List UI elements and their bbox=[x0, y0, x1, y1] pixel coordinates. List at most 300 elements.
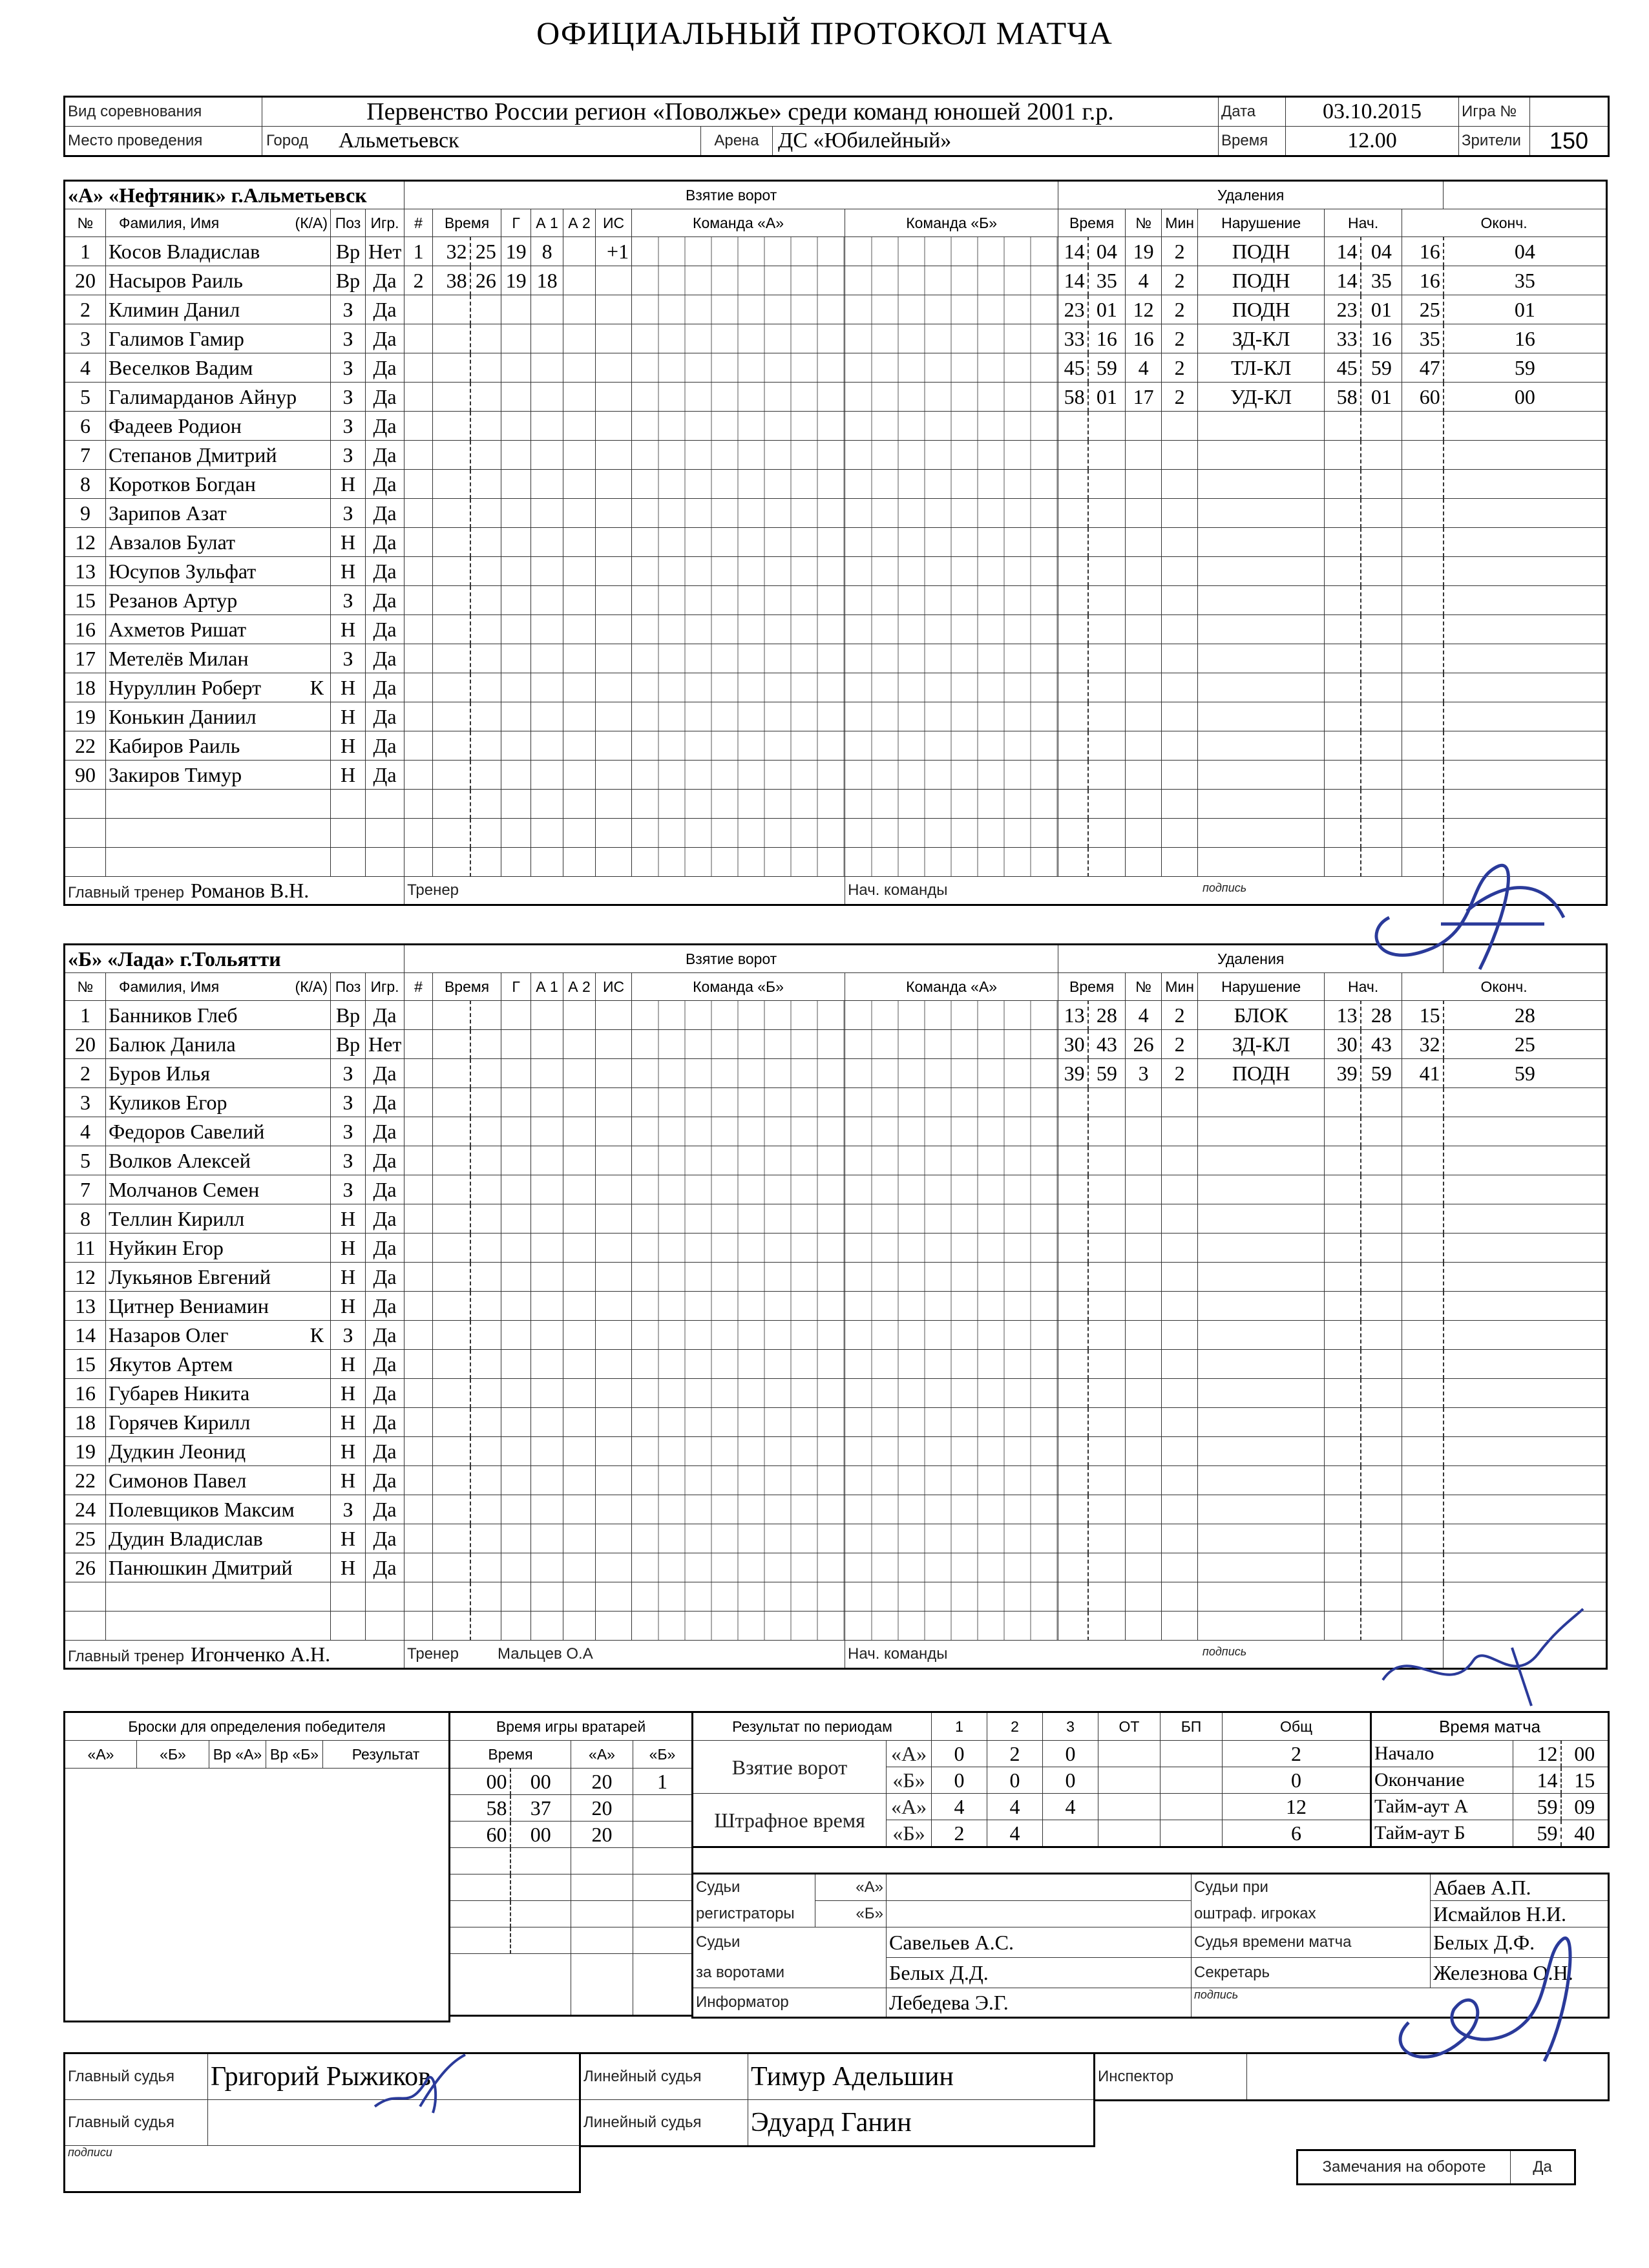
goal-assist-1 bbox=[531, 1408, 563, 1437]
goal-minute bbox=[433, 353, 470, 383]
line-ref-2: Эдуард Ганин bbox=[748, 2100, 1095, 2147]
player-name: Полевщиков Максим bbox=[109, 1497, 295, 1521]
pen-infraction bbox=[1198, 1582, 1325, 1612]
goal-situation bbox=[596, 1582, 632, 1612]
pen-end-sec bbox=[1444, 731, 1607, 761]
pen-player bbox=[1126, 644, 1162, 673]
goalie-row bbox=[450, 1848, 693, 1874]
period-col-2: 2 bbox=[987, 1712, 1043, 1741]
period-value: 0 bbox=[1043, 1767, 1098, 1794]
player-row bbox=[65, 528, 1607, 557]
pen-start-min: 58 bbox=[1325, 383, 1361, 412]
pen-second bbox=[1088, 441, 1126, 470]
period-col-1: 1 bbox=[932, 1712, 987, 1741]
pen-infraction bbox=[1198, 848, 1325, 877]
player-position: Н bbox=[331, 1553, 366, 1582]
goalie-row bbox=[450, 1901, 693, 1927]
goal-minute bbox=[433, 1437, 470, 1466]
goal-assist-1 bbox=[531, 586, 563, 615]
pen-end-min bbox=[1402, 1088, 1444, 1117]
player-row bbox=[65, 790, 1607, 819]
goalie-b bbox=[633, 1901, 693, 1927]
pen-second bbox=[1088, 702, 1126, 731]
arena-value: ДС «Юбилейный» bbox=[778, 129, 952, 152]
team-chief-label: Нач. команды bbox=[848, 1645, 948, 1663]
pen-start-min bbox=[1325, 557, 1361, 586]
goal-assist-2 bbox=[563, 1350, 596, 1379]
goal-minute bbox=[433, 1204, 470, 1234]
player-position: З bbox=[331, 412, 366, 441]
goal-assist-2 bbox=[563, 644, 596, 673]
goal-second bbox=[470, 819, 501, 848]
pen-second bbox=[1088, 1437, 1126, 1466]
pen-start-sec bbox=[1361, 412, 1402, 441]
match-time-row bbox=[1371, 1767, 1609, 1794]
player-number: 90 bbox=[65, 761, 106, 790]
pen-minute bbox=[1058, 1321, 1088, 1350]
player-number: 2 bbox=[65, 295, 106, 324]
goal-minute bbox=[433, 1495, 470, 1524]
player-played: Да bbox=[366, 295, 404, 324]
pen-minutes bbox=[1162, 441, 1198, 470]
pen-minute bbox=[1058, 790, 1088, 819]
pb-value-2: Исмайлов Н.И. bbox=[1431, 1901, 1609, 1927]
informer-value: Лебедева Э.Г. bbox=[887, 1988, 1192, 2018]
period-value: 4 bbox=[987, 1820, 1043, 1847]
pen-end-min bbox=[1402, 1117, 1444, 1146]
pen-player bbox=[1126, 1582, 1162, 1612]
pen-minutes: 2 bbox=[1162, 1059, 1198, 1088]
goal-assist-1 bbox=[531, 615, 563, 644]
goal-scorer bbox=[501, 819, 531, 848]
period-row bbox=[693, 1794, 1371, 1820]
player-number: 12 bbox=[65, 1263, 106, 1292]
penalties-title: Удаления bbox=[1058, 181, 1444, 209]
player-name: Горячев Кирилл bbox=[109, 1410, 251, 1434]
goalie-b bbox=[633, 1927, 693, 1954]
pen-minute bbox=[1058, 1408, 1088, 1437]
player-row bbox=[65, 1001, 1607, 1030]
player-played: Да bbox=[366, 1204, 404, 1234]
line-ref-label-1: Линейный судья bbox=[580, 2053, 748, 2100]
goal-situation bbox=[596, 1117, 632, 1146]
remarks-value: Да bbox=[1511, 2150, 1575, 2185]
pen-start-sec bbox=[1361, 557, 1402, 586]
period-row bbox=[693, 1741, 1371, 1767]
goal-assist-2 bbox=[563, 324, 596, 353]
player-name: Галимов Гамир bbox=[109, 326, 244, 350]
pen-minute bbox=[1058, 819, 1088, 848]
player-position: Н bbox=[331, 1379, 366, 1408]
player-number: 1 bbox=[65, 1001, 106, 1030]
pen-infraction bbox=[1198, 1146, 1325, 1175]
pen-start-sec: 01 bbox=[1361, 295, 1402, 324]
goal-situation bbox=[596, 324, 632, 353]
player-played: Да bbox=[366, 1117, 404, 1146]
pen-player bbox=[1126, 1437, 1162, 1466]
pen-end-min bbox=[1402, 702, 1444, 731]
col-play: Игр. bbox=[366, 209, 404, 237]
player-position bbox=[331, 790, 366, 819]
goal-situation: +1 bbox=[596, 237, 632, 266]
col-is: ИС bbox=[596, 973, 632, 1001]
informer-label: Информатор bbox=[693, 1988, 887, 2018]
pen-minute bbox=[1058, 1553, 1088, 1582]
player-position: Н bbox=[331, 1408, 366, 1437]
pen-end-min bbox=[1402, 615, 1444, 644]
pen-second bbox=[1088, 1117, 1126, 1146]
comp-label: Вид соревнования bbox=[65, 97, 262, 127]
goal-scorer bbox=[501, 1234, 531, 1263]
pen-player bbox=[1126, 1117, 1162, 1146]
goal-minute bbox=[433, 848, 470, 877]
goal-assist-1 bbox=[531, 1524, 563, 1553]
goal-assist-2 bbox=[563, 790, 596, 819]
main-ref-label-2: Главный судья bbox=[65, 2100, 208, 2146]
main-ref-1: Григорий Рыжиков bbox=[208, 2053, 580, 2100]
col-num: № bbox=[65, 973, 106, 1001]
period-value: 0 bbox=[987, 1767, 1043, 1794]
pen-end-sec bbox=[1444, 1553, 1607, 1582]
player-row bbox=[65, 557, 1607, 586]
player-number: 2 bbox=[65, 1059, 106, 1088]
goal-second bbox=[470, 761, 501, 790]
goal-minute bbox=[433, 1030, 470, 1059]
goal-situation bbox=[596, 1553, 632, 1582]
goal-assist-1 bbox=[531, 1582, 563, 1612]
inspector-label: Инспектор bbox=[1095, 2053, 1247, 2101]
pen-minutes bbox=[1162, 1088, 1198, 1117]
goal-assist-1 bbox=[531, 1350, 563, 1379]
player-played: Да bbox=[366, 1292, 404, 1321]
player-played: Да bbox=[366, 1263, 404, 1292]
trainer-label: Тренер bbox=[407, 1645, 459, 1663]
player-name: Климин Данил bbox=[109, 297, 240, 321]
player-row bbox=[65, 1030, 1607, 1059]
match-time-second: 09 bbox=[1561, 1794, 1609, 1820]
goal-number bbox=[404, 1001, 433, 1030]
player-row bbox=[65, 412, 1607, 441]
player-name: Куликов Егор bbox=[109, 1090, 227, 1114]
referees-sign-label: подписи bbox=[65, 2146, 580, 2192]
goal-number bbox=[404, 819, 433, 848]
goal-number bbox=[404, 615, 433, 644]
shootout-col-gkb: Вр «Б» bbox=[266, 1741, 323, 1769]
pen-end-min bbox=[1402, 586, 1444, 615]
goal-assist-1 bbox=[531, 1059, 563, 1088]
player-row bbox=[65, 324, 1607, 353]
pen-start-sec: 01 bbox=[1361, 383, 1402, 412]
player-number: 4 bbox=[65, 1117, 106, 1146]
pen-minutes bbox=[1162, 470, 1198, 499]
pen-second bbox=[1088, 1524, 1126, 1553]
goal-number bbox=[404, 1379, 433, 1408]
goal-assist-1 bbox=[531, 441, 563, 470]
goal-situation bbox=[596, 1495, 632, 1524]
pen-start-sec bbox=[1361, 1495, 1402, 1524]
pen-infraction bbox=[1198, 1321, 1325, 1350]
player-position: Н bbox=[331, 673, 366, 702]
goal-situation bbox=[596, 702, 632, 731]
pen-minutes bbox=[1162, 1495, 1198, 1524]
goal-second bbox=[470, 615, 501, 644]
player-position: З bbox=[331, 499, 366, 528]
pen-end-sec bbox=[1444, 1234, 1607, 1263]
pen-end-min: 47 bbox=[1402, 353, 1444, 383]
goal-second bbox=[470, 1088, 501, 1117]
pen-minutes bbox=[1162, 1524, 1198, 1553]
goalie-a: 20 bbox=[571, 1769, 633, 1795]
head-coach: Игонченко А.Н. bbox=[190, 1642, 331, 1666]
goal-situation bbox=[596, 1146, 632, 1175]
pen-end-min bbox=[1402, 731, 1444, 761]
pen-start-min bbox=[1325, 586, 1361, 615]
pen-minutes bbox=[1162, 1146, 1198, 1175]
player-name: Нуйкин Егор bbox=[109, 1235, 224, 1259]
goalie-b bbox=[633, 1795, 693, 1822]
goal-scorer bbox=[501, 441, 531, 470]
pen-end-sec bbox=[1444, 1175, 1607, 1204]
goals-label: Взятие ворот bbox=[693, 1741, 887, 1794]
goalie-a bbox=[571, 1901, 633, 1927]
pen-end-min bbox=[1402, 1146, 1444, 1175]
goal-assist-1 bbox=[531, 324, 563, 353]
pen-minutes bbox=[1162, 848, 1198, 877]
pen-infraction bbox=[1198, 499, 1325, 528]
shootout-col-gka: Вр «А» bbox=[209, 1741, 266, 1769]
shootout-title: Броски для определения победителя bbox=[65, 1712, 450, 1741]
goal-scorer bbox=[501, 1001, 531, 1030]
player-position: Н bbox=[331, 702, 366, 731]
goal-second bbox=[470, 353, 501, 383]
pen-second bbox=[1088, 731, 1126, 761]
col-cmd-own: Команда «Б» bbox=[632, 973, 845, 1001]
player-number: 15 bbox=[65, 1350, 106, 1379]
goal-scorer bbox=[501, 1292, 531, 1321]
pen-player: 19 bbox=[1126, 237, 1162, 266]
pen-player bbox=[1126, 557, 1162, 586]
pen-end-min: 32 bbox=[1402, 1030, 1444, 1059]
goal-minute bbox=[433, 1466, 470, 1495]
period-value: 2 bbox=[987, 1741, 1043, 1767]
pen-minutes bbox=[1162, 615, 1198, 644]
pen-start-min bbox=[1325, 1466, 1361, 1495]
pen-start-min bbox=[1325, 1350, 1361, 1379]
player-row bbox=[65, 1204, 1607, 1234]
signature-team-a bbox=[1350, 840, 1596, 995]
pen-start-min: 45 bbox=[1325, 353, 1361, 383]
pen-start-min: 39 bbox=[1325, 1059, 1361, 1088]
pen-start-sec bbox=[1361, 1321, 1402, 1350]
goalie-second: 37 bbox=[510, 1795, 571, 1822]
goal-minute bbox=[433, 1234, 470, 1263]
pen-player bbox=[1126, 1524, 1162, 1553]
pen-player bbox=[1126, 1495, 1162, 1524]
reg-team-a: «А» bbox=[815, 1874, 887, 1901]
pen-minutes bbox=[1162, 557, 1198, 586]
game-value bbox=[1530, 97, 1609, 127]
period-team: «А» bbox=[887, 1741, 932, 1767]
period-value: 12 bbox=[1223, 1794, 1371, 1820]
city-value: Альметьевск bbox=[339, 129, 459, 152]
line-ref-label-2: Линейный судья bbox=[580, 2100, 748, 2147]
player-position: Н bbox=[331, 1292, 366, 1321]
goal-scorer bbox=[501, 383, 531, 412]
player-number: 16 bbox=[65, 1379, 106, 1408]
goal-assist-2 bbox=[563, 673, 596, 702]
goal-assist-2 bbox=[563, 441, 596, 470]
player-name: Федоров Савелий bbox=[109, 1119, 265, 1143]
pen-minute bbox=[1058, 499, 1088, 528]
pen-second bbox=[1088, 615, 1126, 644]
goal-number bbox=[404, 1088, 433, 1117]
pen-end-min: 16 bbox=[1402, 266, 1444, 295]
goal-number bbox=[404, 1204, 433, 1234]
pen-minutes bbox=[1162, 790, 1198, 819]
player-row bbox=[65, 1175, 1607, 1204]
periods-title: Результат по периодам bbox=[693, 1712, 932, 1741]
player-number: 18 bbox=[65, 1408, 106, 1437]
team-title: «Б» «Лада» г.Тольятти bbox=[65, 945, 404, 973]
col-goal-time: Время bbox=[433, 973, 501, 1001]
player-position: З bbox=[331, 1088, 366, 1117]
pen-player bbox=[1126, 1553, 1162, 1582]
goal-assist-1 bbox=[531, 383, 563, 412]
goal-second bbox=[470, 1612, 501, 1641]
goal-assist-2 bbox=[563, 1612, 596, 1641]
player-name: Панюшкин Дмитрий bbox=[109, 1555, 293, 1579]
goal-number bbox=[404, 1350, 433, 1379]
col-cmd-own: Команда «А» bbox=[632, 209, 845, 237]
goal-assist-2 bbox=[563, 1408, 596, 1437]
col-num: № bbox=[65, 209, 106, 237]
pen-infraction bbox=[1198, 1292, 1325, 1321]
player-played: Да bbox=[366, 412, 404, 441]
sign-label: подпись bbox=[1202, 881, 1247, 894]
player-played: Да bbox=[366, 1379, 404, 1408]
pen-end-sec bbox=[1444, 761, 1607, 790]
goal-second bbox=[470, 324, 501, 353]
goal-scorer bbox=[501, 1612, 531, 1641]
player-played: Нет bbox=[366, 1030, 404, 1059]
goal-number bbox=[404, 644, 433, 673]
player-name: Буров Илья bbox=[109, 1061, 211, 1085]
player-number: 18 bbox=[65, 673, 106, 702]
col-g: Г bbox=[501, 973, 531, 1001]
goal-second bbox=[470, 673, 501, 702]
pen-minute bbox=[1058, 644, 1088, 673]
pen-player bbox=[1126, 441, 1162, 470]
goals-title: Взятие ворот bbox=[404, 945, 1058, 973]
goal-scorer bbox=[501, 702, 531, 731]
pen-minute bbox=[1058, 1204, 1088, 1234]
player-position: З bbox=[331, 353, 366, 383]
goal-minute bbox=[433, 470, 470, 499]
player-played: Да bbox=[366, 470, 404, 499]
player-played: Да bbox=[366, 586, 404, 615]
pen-infraction bbox=[1198, 615, 1325, 644]
pen-player bbox=[1126, 1146, 1162, 1175]
pen-second bbox=[1088, 1553, 1126, 1582]
goal-assist-2 bbox=[563, 1466, 596, 1495]
player-played: Да bbox=[366, 731, 404, 761]
pen-player: 26 bbox=[1126, 1030, 1162, 1059]
goal-number bbox=[404, 557, 433, 586]
goal-assist-1 bbox=[531, 1321, 563, 1350]
pen-minute bbox=[1058, 761, 1088, 790]
player-row bbox=[65, 1292, 1607, 1321]
pen-minutes bbox=[1162, 1204, 1198, 1234]
pen-end-min bbox=[1402, 673, 1444, 702]
timekeeper-value: Белых Д.Ф. bbox=[1431, 1927, 1609, 1958]
officials-sign-label: подпись bbox=[1192, 1988, 1431, 2018]
pen-end-min bbox=[1402, 1321, 1444, 1350]
player-number: 22 bbox=[65, 731, 106, 761]
pen-end-min bbox=[1402, 1524, 1444, 1553]
player-played: Да bbox=[366, 1001, 404, 1030]
goal-second: 25 bbox=[470, 237, 501, 266]
goalie-minute: 58 bbox=[450, 1795, 510, 1822]
pen-minute bbox=[1058, 702, 1088, 731]
goal-number bbox=[404, 1292, 433, 1321]
period-value bbox=[1161, 1820, 1223, 1847]
pen-second bbox=[1088, 1263, 1126, 1292]
goal-assist-1 bbox=[531, 819, 563, 848]
pen-start-min bbox=[1325, 1524, 1361, 1553]
pen-start-min bbox=[1325, 470, 1361, 499]
player-name: Метелёв Милан bbox=[109, 646, 249, 670]
pen-start-sec bbox=[1361, 1204, 1402, 1234]
player-row bbox=[65, 1088, 1607, 1117]
pen-player bbox=[1126, 1350, 1162, 1379]
goal-situation bbox=[596, 295, 632, 324]
pen-start-sec bbox=[1361, 1553, 1402, 1582]
shootout-col-b: «Б» bbox=[137, 1741, 209, 1769]
pen-minute bbox=[1058, 470, 1088, 499]
pen-minutes bbox=[1162, 1175, 1198, 1204]
player-number bbox=[65, 790, 106, 819]
goal-minute bbox=[433, 1350, 470, 1379]
pen-infraction: ЗД-КЛ bbox=[1198, 324, 1325, 353]
goal-assist-2 bbox=[563, 1437, 596, 1466]
goalie-b bbox=[633, 1822, 693, 1848]
goal-situation bbox=[596, 1030, 632, 1059]
player-row bbox=[65, 295, 1607, 324]
pen-end-min bbox=[1402, 761, 1444, 790]
pen-end-sec bbox=[1444, 1263, 1607, 1292]
goalie-minute: 00 bbox=[450, 1769, 510, 1795]
pen-minutes: 2 bbox=[1162, 266, 1198, 295]
pen-infraction bbox=[1198, 470, 1325, 499]
pen-player bbox=[1126, 702, 1162, 731]
goal-second bbox=[470, 441, 501, 470]
goal-assist-1 bbox=[531, 1234, 563, 1263]
goal-situation bbox=[596, 353, 632, 383]
pen-start-min bbox=[1325, 761, 1361, 790]
goal-minute bbox=[433, 1175, 470, 1204]
pen-minutes bbox=[1162, 644, 1198, 673]
pen-start-sec bbox=[1361, 731, 1402, 761]
pb-label-2: оштраф. игроках bbox=[1192, 1901, 1431, 1927]
pen-minute: 13 bbox=[1058, 1001, 1088, 1030]
period-value: 4 bbox=[987, 1794, 1043, 1820]
goal-judge-1: Савельев А.С. bbox=[887, 1927, 1192, 1958]
goal-number bbox=[404, 1059, 433, 1088]
goal-scorer bbox=[501, 1059, 531, 1088]
col-cmd-opp: Команда «Б» bbox=[845, 209, 1058, 237]
player-number: 20 bbox=[65, 266, 106, 295]
player-row bbox=[65, 1408, 1607, 1437]
